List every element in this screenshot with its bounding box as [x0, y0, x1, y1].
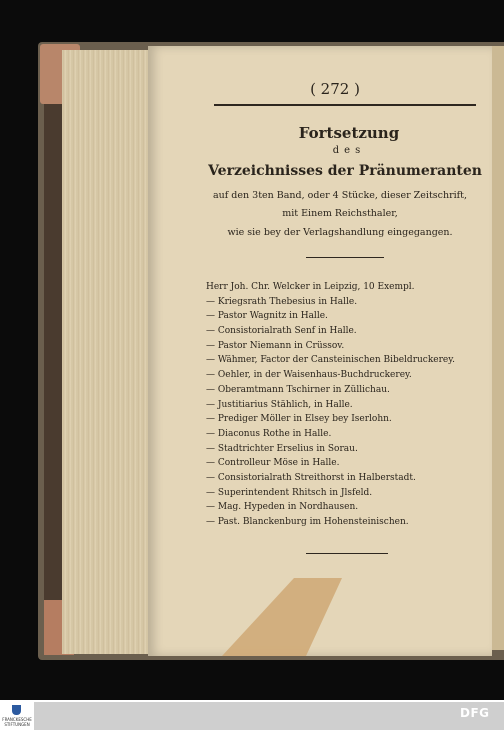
list-item: — Prediger Möller in Elsey bey Iserlohn. — [206, 414, 392, 425]
list-item: — Past. Blanckenburg im Hohensteinischen. — [206, 517, 409, 527]
list-item: — Consistorialrath Senf in Halle. — [206, 326, 357, 337]
list-item: — Pastor Niemann in Crüssov. — [206, 340, 345, 351]
footer-bar — [34, 702, 504, 730]
page-number: ( 272 ) — [310, 80, 360, 98]
subtitle-line-1: auf den 3ten Band, oder 4 Stücke, dieser Zeitschrift, — [212, 190, 468, 201]
page-edges — [62, 50, 150, 654]
heading-line-1: Fortsetzung — [298, 124, 400, 142]
list-item: — Justitiarius Stählich, in Halle. — [206, 399, 353, 410]
list-item: — Diaconus Rothe in Halle. — [206, 428, 332, 439]
shield-icon — [12, 705, 21, 715]
heading-line-3: Verzeichnisses der Pränumeranten — [208, 163, 482, 179]
list-item: — Pastor Wagnitz in Halle. — [206, 311, 328, 322]
list-item: — Consistorialrath Streithorst in Halberstadt. — [206, 472, 416, 483]
list-item: Herr Joh. Chr. Welcker in Leipzig, 10 Exempl. — [206, 282, 415, 292]
list-item: — Controlleur Möse in Halle. — [206, 458, 340, 469]
list-item: — Oehler, in der Waisenhaus-Buchdruckerey. — [206, 370, 412, 381]
dfg-logo[interactable]: DFG — [460, 706, 490, 720]
subtitle-line-2: mit Einem Reichsthaler, — [282, 208, 398, 219]
header-rule — [214, 104, 476, 106]
list-item: — Wähmer, Factor der Cansteinischen Bibeldruckerey. — [206, 355, 455, 366]
logo-caption: FRANCKESCHE STIFTUNGEN — [2, 717, 32, 727]
list-item: — Kriegsrath Thebesius in Halle. — [206, 296, 358, 307]
list-item: — Oberamtmann Tschirner in Züllichau. — [206, 384, 390, 395]
institution-logo[interactable] — [2, 702, 32, 730]
list-item: — Mag. Hypeden in Nordhausen. — [206, 502, 359, 513]
subscriber-list — [206, 280, 488, 530]
cover-edge — [44, 50, 64, 650]
list-item: — Superintendent Rhitsch in Jlsfeld. — [206, 487, 373, 498]
end-rule — [306, 553, 388, 554]
section-rule — [306, 257, 384, 258]
subtitle-line-3: wie sie bey der Verlagshandlung eingegangen. — [227, 227, 453, 238]
page-right-edge — [492, 46, 504, 650]
heading-line-2: des — [332, 145, 366, 156]
list-item: — Stadtrichter Erselius in Sorau. — [206, 443, 358, 454]
